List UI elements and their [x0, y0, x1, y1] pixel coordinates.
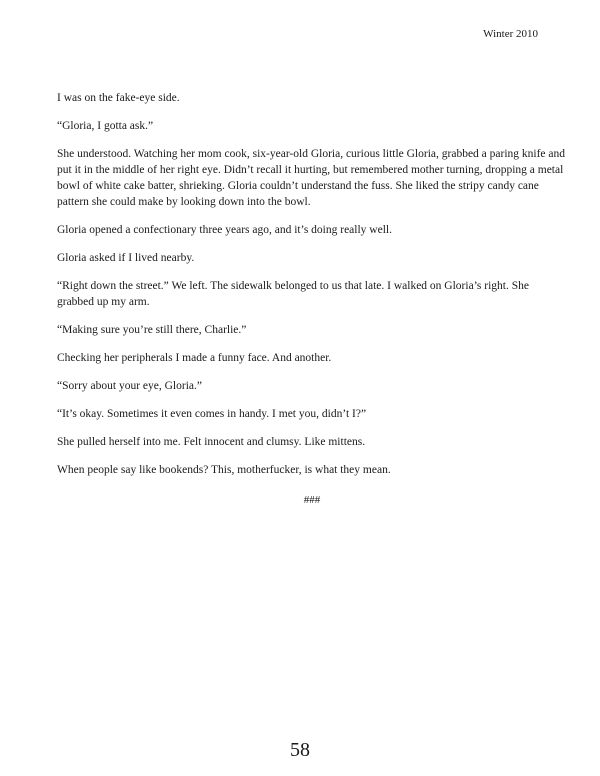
paragraph: Gloria asked if I lived nearby.	[57, 252, 195, 264]
paragraph: Gloria opened a confectionary three years ago, and it’s doing really well.	[57, 224, 392, 236]
paragraph: I was on the fake-eye side.	[57, 92, 180, 104]
paragraph: “Right down the street.” We left. The sidewalk belonged to us that late. I walked on Gloria’s right. She grabbed up my arm.	[57, 280, 529, 308]
paragraph: “Gloria, I gotta ask.”	[57, 120, 154, 132]
paragraph: “It’s okay. Sometimes it even comes in handy. I met you, didn’t I?”	[57, 408, 367, 420]
section-end-mark: ###	[303, 494, 321, 506]
paragraph: She pulled herself into me. Felt innocent and clumsy. Like mittens.	[57, 436, 366, 448]
paragraph: “Sorry about your eye, Gloria.”	[57, 380, 202, 392]
story-body	[57, 90, 567, 508]
page-number: 58	[290, 739, 310, 761]
paragraph: She understood. Watching her mom cook, six-year-old Gloria, curious little Gloria, grabbed a paring knife and put it in the middle of her right eye. Didn’t recall it hurting, but remembered mother turning, dropping a metal bowl of white cake batter, shrieking. Gloria couldn’t understand the fuss. She liked the stripy candy cane pattern she could make by looking down into the bowl.	[57, 148, 566, 208]
paragraph: When people say like bookends? This, motherfucker, is what they mean.	[57, 464, 391, 476]
paragraph: Checking her peripherals I made a funny face. And another.	[57, 352, 332, 364]
paragraph: “Making sure you’re still there, Charlie.”	[57, 324, 247, 336]
issue-header: Winter 2010	[483, 28, 538, 40]
